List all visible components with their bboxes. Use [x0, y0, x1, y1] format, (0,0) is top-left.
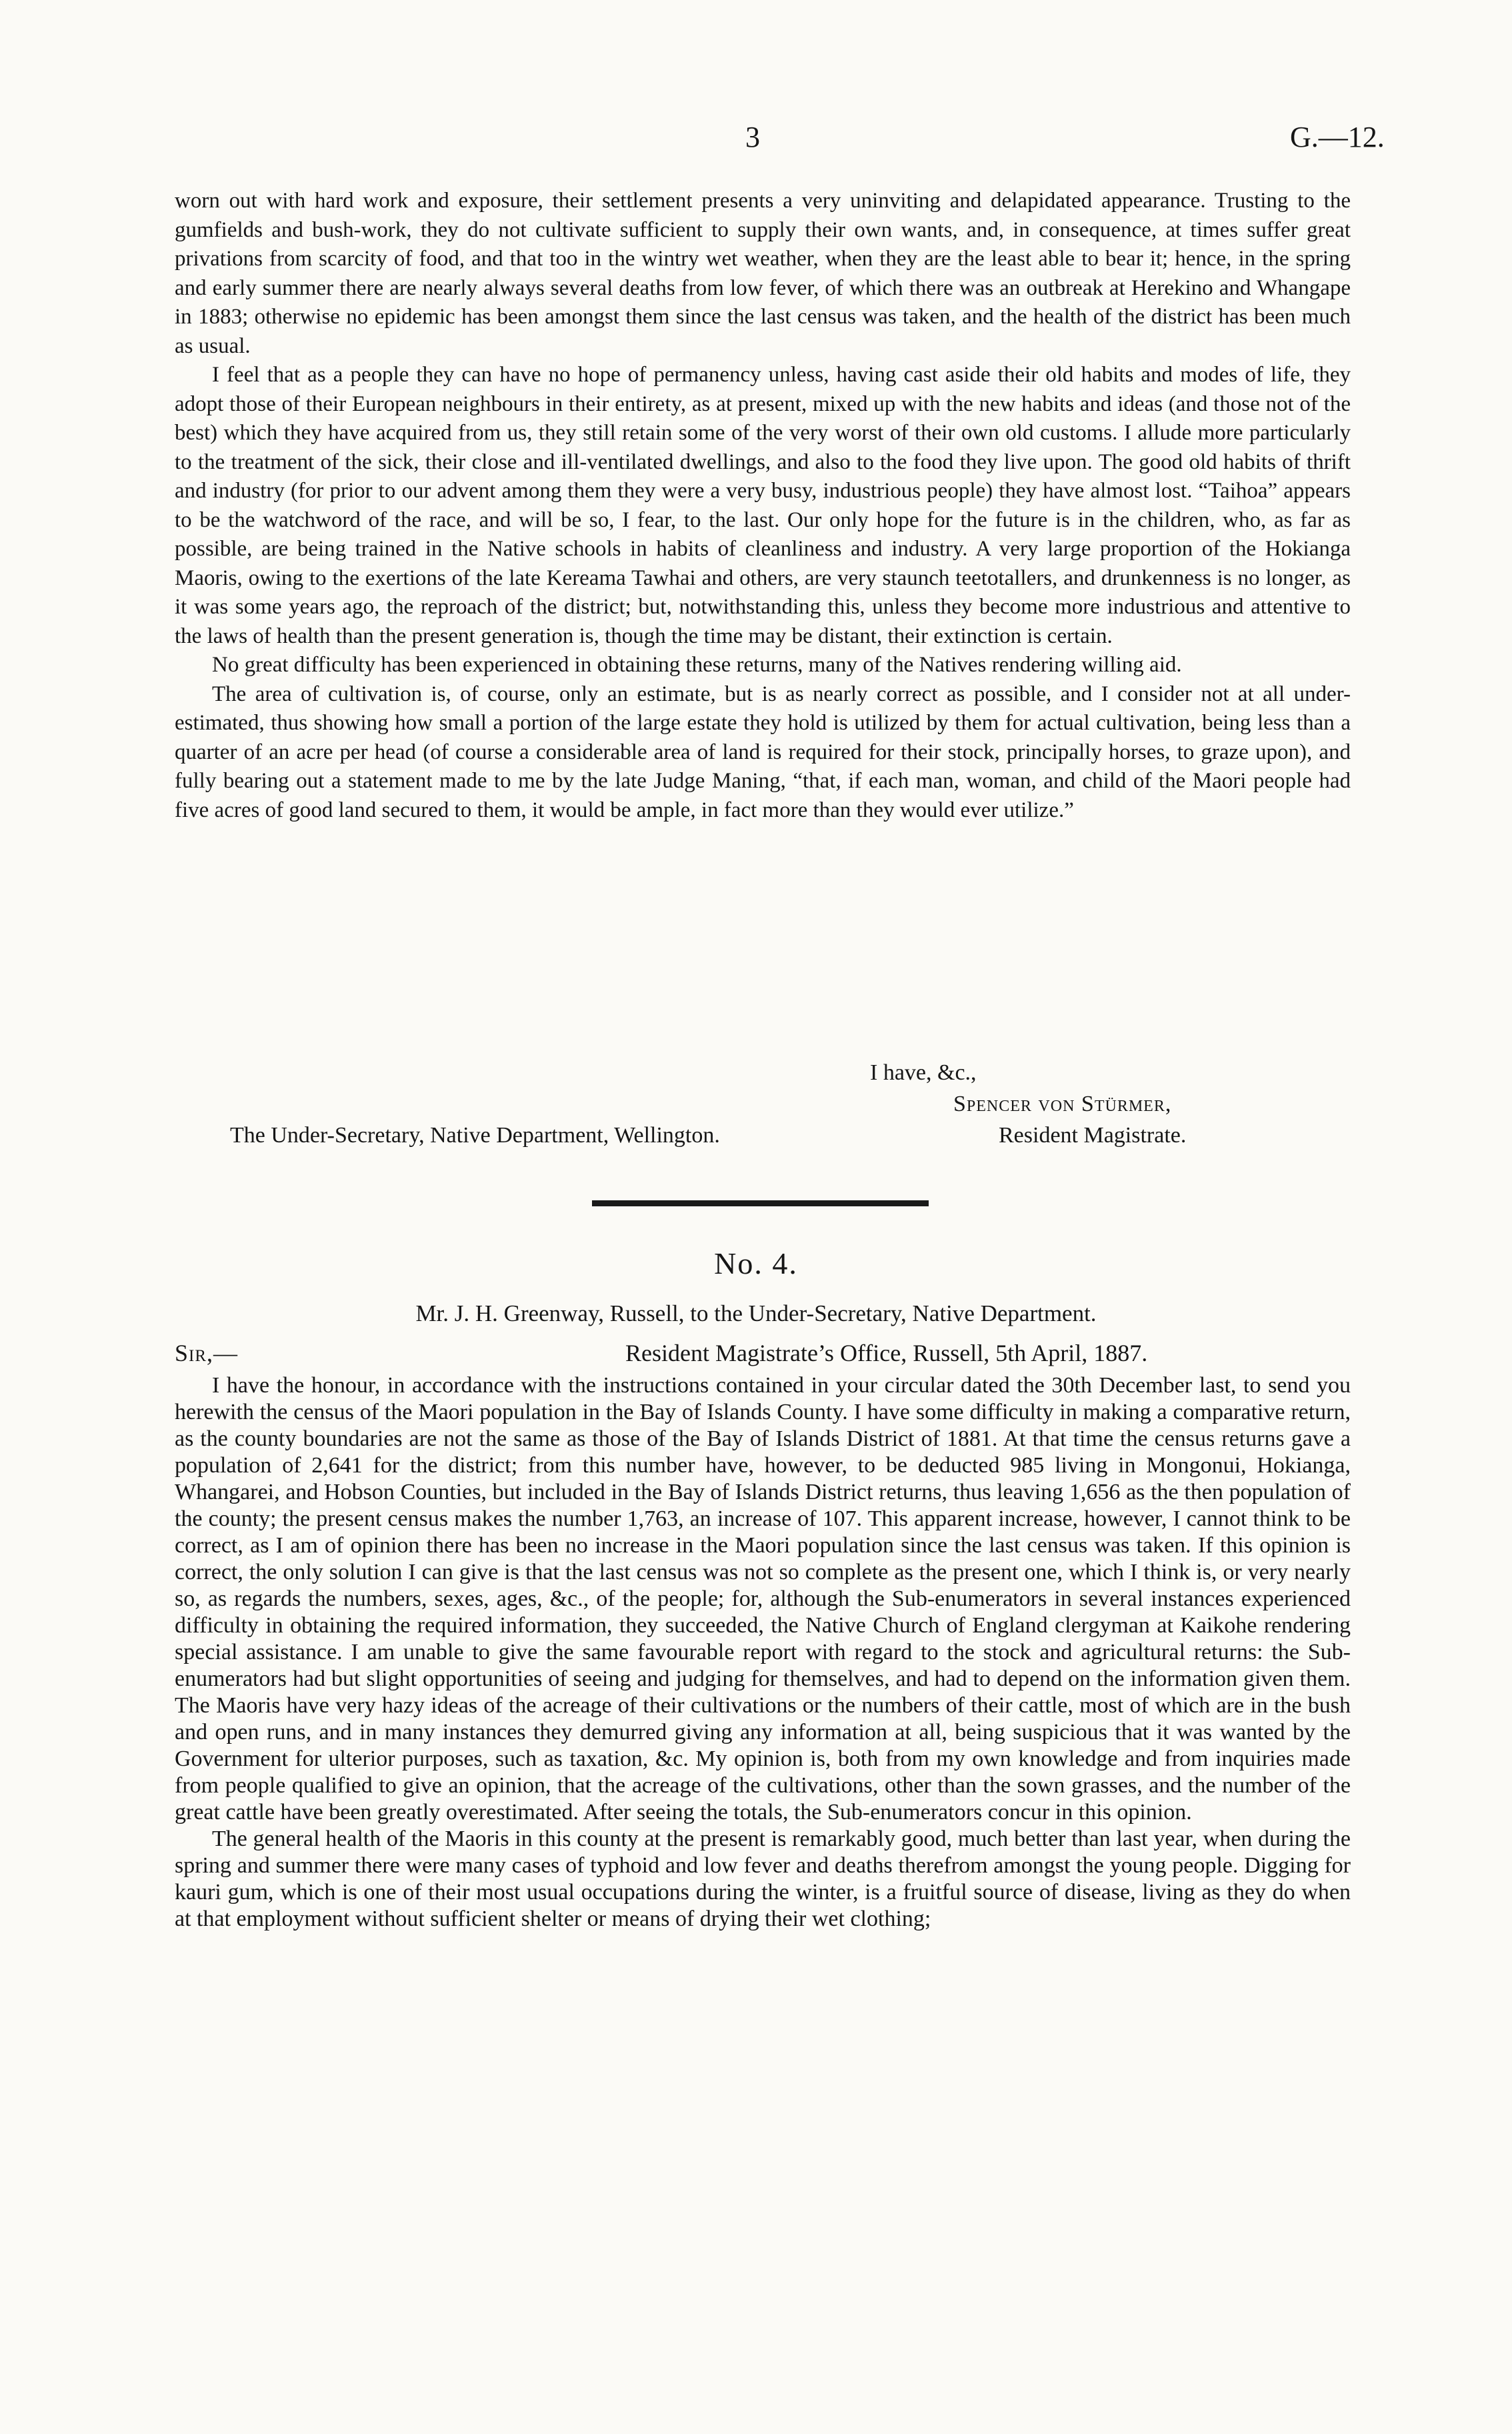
salutation: Sir,— — [175, 1340, 239, 1366]
letter-3-body — [175, 187, 1351, 825]
signatory: Spencer von Stürmer, — [953, 1092, 1172, 1116]
section-divider — [592, 1200, 929, 1206]
signatory-title: Resident Magistrate. — [999, 1123, 1187, 1148]
page-number: 3 — [745, 121, 760, 153]
closing: I have, &c., — [870, 1060, 977, 1085]
addressee: The Under-Secretary, Native Department, Wellington. — [230, 1123, 720, 1148]
paragraph: worn out with hard work and exposure, their settlement presents a very uninviting and delapidated appearance. Trusting to the gumfields and bush-work, they do not cultivate sufficient to supply their own wants, and, in consequence, at times suffer great privations from scarcity of food, and that too in the wintry wet weather, when they are the least able to bear it; hence, in the spring and early summer there are nearly always several deaths from low fever, of which there was an outbreak at Herekino and Whangape in 1883; otherwise no epidemic has been amongst them since the last census was taken, and the health of the district has been much as usual. — [175, 189, 1351, 358]
paragraph: No great difficulty has been experienced in obtaining these returns, many of the Natives rendering willing aid. — [212, 653, 1182, 677]
paragraph: I have the honour, in accordance with the instructions contained in your circular dated the 30th December last, to send you herewith the census of the Maori population in the Bay of Islands County. I have some difficulty in making a comparative return, as the county boundaries are not the same as those of the Bay of Islands District of 1881. At that time the census returns gave a population of 2,641 for the district; from this number have, however, to be deducted 985 living in Mongonui, Hokianga, Whangarei, and Hobson Counties, but included in the Bay of Islands District returns, thus leaving 1,656 as the then population of the county; the present census makes the number 1,763, an increase of 107. This apparent increase, however, I cannot think to be correct, as I am of opinion there has been no increase in the Maori population since the last census was taken. If this opinion is correct, the only solution I can give is that the last census was not so complete as the present one, which I think is, or very nearly so, as regards the numbers, sexes, ages, &c., of the people; for, although the Sub-enumerators in several instances experienced difficulty in obtaining the required information, they succeeded, the Native Church of England clergyman at Kaikohe rendering special assistance. I am unable to give the same favourable report with regard to the stock and agricultural returns: the Sub-enumerators had but slight opportunities of seeing and judging for themselves, and had to depend on the information given them. The Maoris have very hazy ideas of the acreage of their cultivations or the numbers of their cattle, most of which are in the bush and open runs, and in many instances they demurred giving any information at all, being suspicious that it was wanted by the Government for ulterior purposes, such as taxation, &c. My opinion is, both from my own knowledge and from inquiries made from people qualified to give an opinion, that the acreage of the cultivations, other than the sown grasses, and the number of the great cattle have been greatly overestimated. After seeing the totals, the Sub-enumerators concur in this opinion. — [175, 1373, 1351, 1824]
paragraph: I feel that as a people they can have no hope of permanency unless, having cast aside their old habits and modes of life, they adopt those of their European neighbours in their entirety, as at present, mixed up with the new habits and ideas (and those not of the best) which they have acquired from us, they still retain some of the very worst of their own old customs. I allude more particularly to the treatment of the sick, their close and ill-ventilated dwellings, and also to the food they live upon. The good old habits of thrift and industry (for prior to our advent among them they were a very busy, industrious people) they have almost lost. “Taihoa” appears to be the watchword of the race, and will be so, I fear, to the last. Our only hope for the future is in the children, who, as far as possible, are being trained in the Native schools in habits of cleanliness and industry. A very large proportion of the Hokianga Maoris, owing to the exertions of the late Kereama Tawhai and others, are very staunch teetotallers, and drunkenness is no longer, as it was some years ago, the reproach of the district; but, notwithstanding this, unless they become more industrious and attentive to the laws of health than the present generation is, though the time may be distant, their extinction is certain. — [175, 363, 1351, 648]
section-subheading: Mr. J. H. Greenway, Russell, to the Under-Secretary, Native Department. — [415, 1300, 1097, 1326]
address-line: Resident Magistrate’s Office, Russell, 5th April, 1887. — [625, 1340, 1148, 1366]
paragraph: The general health of the Maoris in this county at the present is remarkably good, much better than last year, when during the spring and summer there were many cases of typhoid and low fever and deaths therefrom amongst the young people. Digging for kauri gum, which is one of their most usual occupations during the winter, is a fruitful source of disease, living as they do when at that employment without sufficient shelter or means of drying their wet clothing; — [175, 1827, 1351, 1931]
document-code: G.—12. — [1290, 121, 1385, 153]
letter-4-body — [175, 1372, 1351, 1933]
section-heading: No. 4. — [714, 1246, 798, 1280]
paragraph: The area of cultivation is, of course, only an estimate, but is as nearly correct as possible, and I consider not at all under-estimated, thus showing how small a portion of the large estate they hold is utilized by them for actual cultivation, being less than a quarter of an acre per head (of course a considerable area of land is required for their stock, principally horses, to graze upon), and fully bearing out a statement made to me by the late Judge Maning, “that, if each man, woman, and child of the Maori people had five acres of good land secured to them, it would be ample, in fact more than they would ever utilize.” — [175, 682, 1351, 822]
